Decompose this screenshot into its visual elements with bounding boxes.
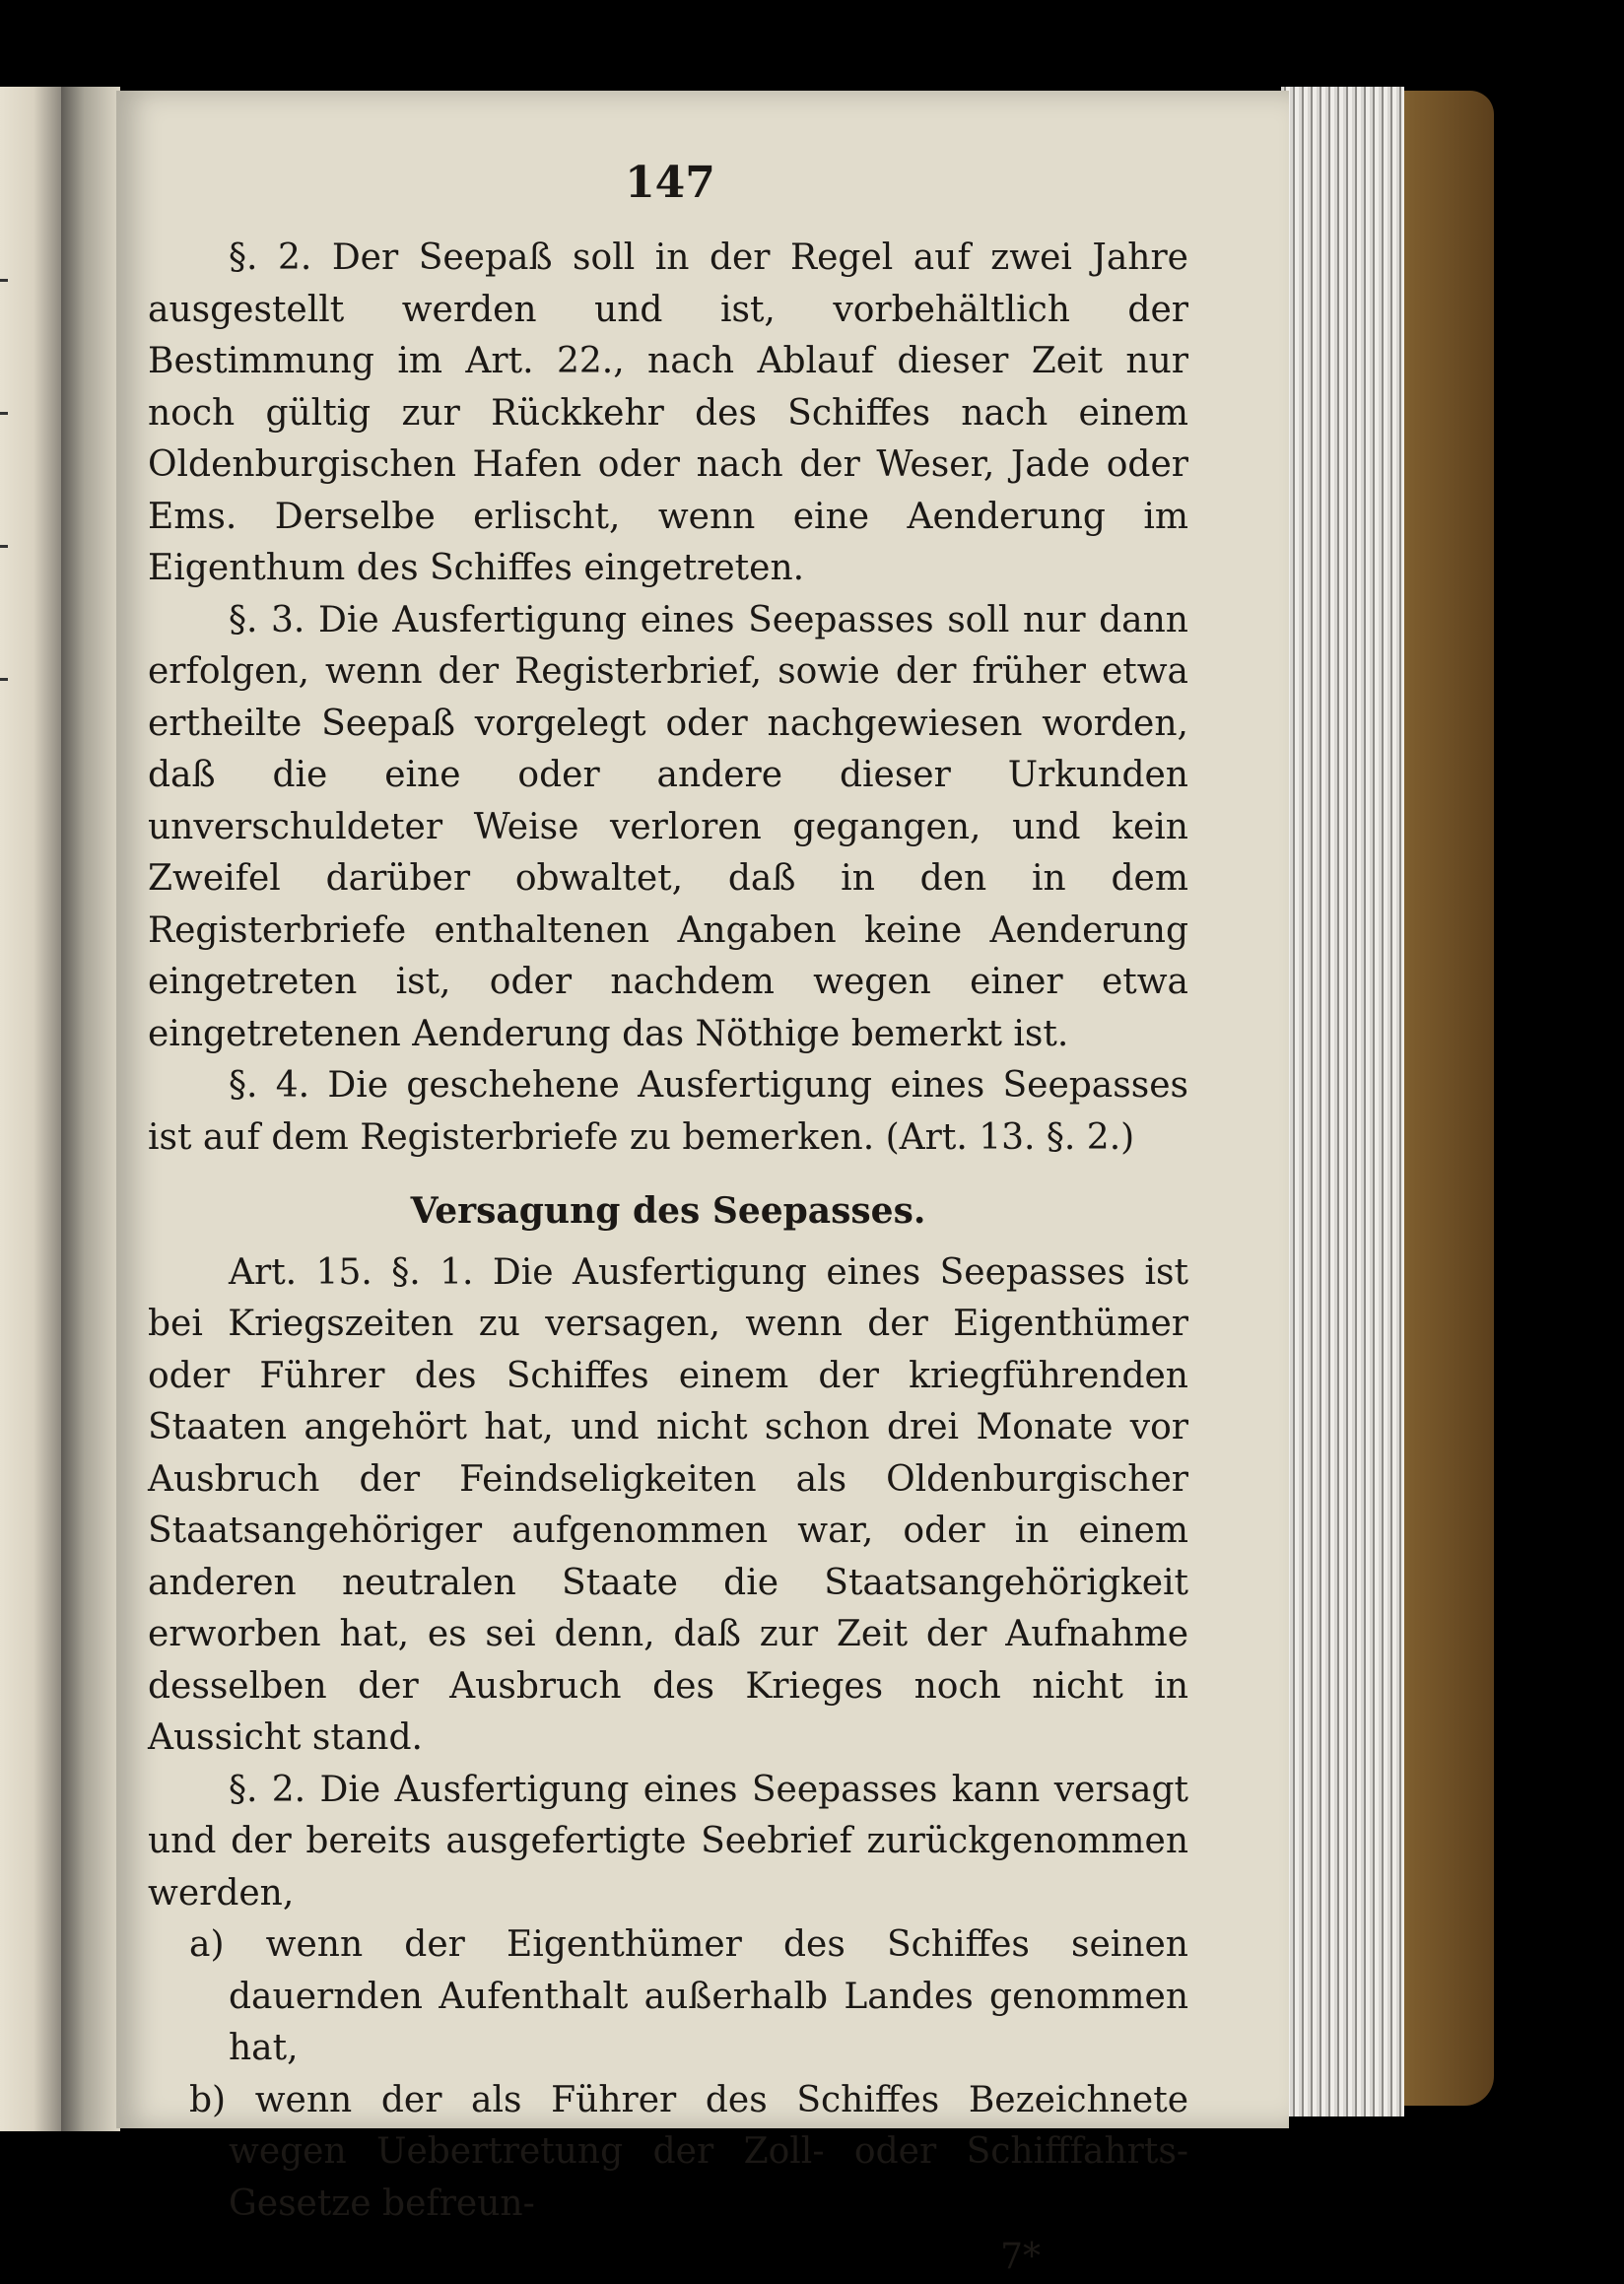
list-item: a) wenn der Eigenthümer des Schiffes seinen dauernden Aufenthalt außerhalb Landes genommen hat, — [189, 1924, 1188, 2068]
page-edges — [1281, 87, 1404, 2116]
paragraph: §. 2. Der Seepaß soll in der Regel auf zwei Jahre ausgestellt werden und ist, vorbehältlich der Bestimmung im Art. 22., nach Ablauf dieser Zeit nur noch gültig zur Rückkehr des Schiffes nach einem Oldenburgischen Hafen oder nach der Weser, Jade oder Ems. Derselbe erlischt, wenn eine Aenderung im Eigenthum des Schiffes eingetreten. — [148, 237, 1188, 588]
left-page-edge — [0, 87, 61, 2131]
left-page-mark — [0, 545, 8, 548]
left-page-mark — [0, 678, 8, 681]
section-heading: Versagung des Seepasses. — [410, 1190, 926, 1232]
list-item: b) wenn der als Führer des Schiffes Bezeichnete wegen Uebertretung der Zoll- oder Schifffahrts-Gesetze befreun- — [189, 2079, 1188, 2224]
book-gutter — [61, 87, 120, 2131]
paragraph: §. 3. Die Ausfertigung eines Seepasses soll nur dann erfolgen, wenn der Registerbrief, sowie der früher etwa ertheilte Seepaß vorgelegt oder nachgewiesen worden, daß die eine oder andere dieser Urkunden unverschuldeter Weise verloren gegangen, und kein Zweifel darüber obwaltet, daß in den in dem Registerbriefe enthaltenen Angaben keine Aenderung eingetreten ist, oder nachdem wegen einer etwa eingetretenen Aenderung das Nöthige bemerkt ist. — [148, 599, 1188, 1054]
paragraph: Art. 15. §. 1. Die Ausfertigung eines Seepasses ist bei Kriegszeiten zu versagen, wenn der Eigenthümer oder Führer des Schiffes einem der kriegführenden Staaten angehört hat, und nicht schon drei Monate vor Ausbruch der Feindseligkeiten als Oldenburgischer Staatsangehöriger aufgenommen war, oder in einem anderen neutralen Staate die Staatsangehörigkeit erworben hat, es sei denn, daß zur Zeit der Aufnahme desselben der Ausbruch des Krieges noch nicht in Aussicht stand. — [148, 1251, 1188, 1758]
paragraph: §. 4. Die geschehene Ausfertigung eines Seepasses ist auf dem Registerbriefe zu bemerken. (Art. 13. §. 2.) — [148, 1065, 1188, 1158]
left-page-mark — [0, 279, 8, 282]
page-text — [148, 158, 1188, 2284]
paragraph: §. 2. Die Ausfertigung eines Seepasses kann versagt und der bereits ausgefertigte Seebrief zurückgenommen werden, — [148, 1769, 1188, 1914]
left-page-mark — [0, 412, 8, 415]
page-number: 147 — [625, 158, 715, 208]
signature-mark: 7* — [1000, 2237, 1041, 2277]
